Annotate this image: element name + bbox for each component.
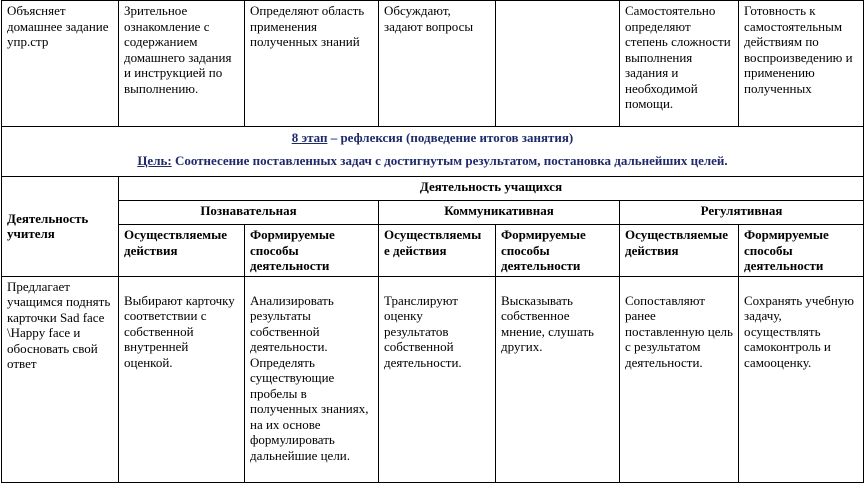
- table-cell: Самостоятельно определяют степень сложности выполнения задания и необходимой помощи.: [620, 1, 739, 127]
- sub-header-cell: Формируемые способы деятельности: [739, 225, 864, 277]
- table-cell: Сохранять учебную задачу, осуществлять самоконтроль и самооценку.: [739, 276, 864, 482]
- stage-title-text: – рефлексия (подведение итогов занятия): [327, 130, 574, 145]
- table-cell: Объясняет домашнее задание упр.стр: [2, 1, 119, 127]
- stage-title: [7, 130, 858, 146]
- group-header-row: [2, 201, 864, 225]
- table-cell: [496, 1, 620, 127]
- table-row: [2, 276, 864, 482]
- goal-label: Цель:: [137, 152, 172, 168]
- table-cell: Высказывать собственное мнение, слушать других.: [496, 276, 620, 482]
- sub-header-cell: Формируемые способы деятельности: [245, 225, 379, 277]
- table-cell: Транслируют оценку результатов собственной деятельности.: [379, 276, 496, 482]
- group-header-regulatory: Регулятивная: [620, 201, 864, 225]
- stage-row: [2, 127, 864, 177]
- table-cell: Зрительное ознакомление с содержанием домашнего задания и инструкцией по выполнению.: [119, 1, 245, 127]
- sub-header-cell: Осуществляемые действия: [119, 225, 245, 277]
- table-cell: Готовность к самостоятельным действиям по воспроизведению и применению полученных: [739, 1, 864, 127]
- stage-cell: [2, 127, 864, 177]
- table-cell: Сопоставляют ранее поставленную цель с результатом деятельности.: [620, 276, 739, 482]
- teacher-activity-header: Деятельность учителя: [2, 177, 119, 277]
- sub-header-row: [2, 225, 864, 277]
- stage-goal: [7, 153, 858, 169]
- table-cell: Выбирают карточку соответствии с собственной внутренней оценкой.: [119, 276, 245, 482]
- goal-text: Соотнесение поставленных задач с достигнутым результатом, постановка дальнейших целей.: [171, 152, 728, 168]
- stage-label: 8 этап: [291, 130, 328, 145]
- table-cell: Анализировать результаты собственной деятельности. Определять существующие пробелы в полученных знаниях, на их основе формулировать дальнейшие цели.: [245, 276, 379, 482]
- teacher-activity-cell: Предлагает учащимся поднять карточки Sad face \Happy face и обосновать свой ответ: [2, 276, 119, 482]
- group-header-communicative: Коммуникативная: [379, 201, 620, 225]
- student-activity-header: Деятельность учащихся: [119, 177, 864, 201]
- group-header-cognitive: Познавательная: [119, 201, 379, 225]
- sub-header-cell: Осуществляемы е действия: [379, 225, 496, 277]
- table-cell: Обсуждают, задают вопросы: [379, 1, 496, 127]
- sub-header-cell: Формируемые способы деятельности: [496, 225, 620, 277]
- table-row: [2, 1, 864, 127]
- lesson-plan-table: [1, 0, 864, 483]
- table-cell: Определяют область применения полученных знаний: [245, 1, 379, 127]
- sub-header-cell: Осуществляемые действия: [620, 225, 739, 277]
- header-row: [2, 177, 864, 201]
